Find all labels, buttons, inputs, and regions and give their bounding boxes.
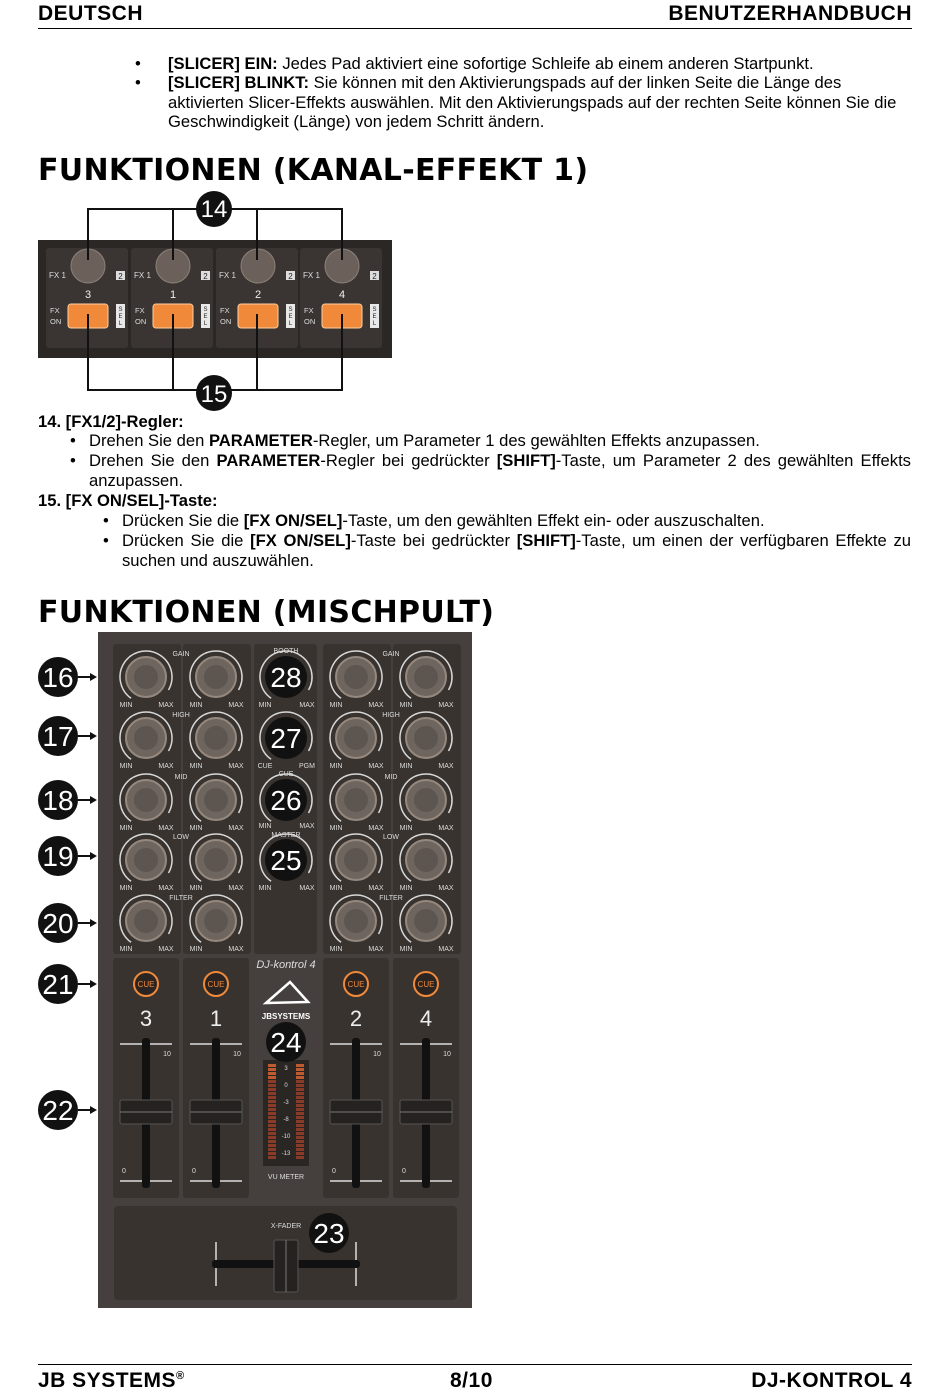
sel-label: E (118, 314, 123, 320)
max-label: MAX (438, 702, 454, 709)
row-label: LOW (383, 834, 399, 841)
fx-channel-number: 3 (84, 289, 92, 301)
fx-channel-number: 1 (169, 289, 177, 301)
min-label: MIN (119, 702, 133, 709)
vu-meter-label: VU METER (267, 1174, 305, 1181)
callout-16: 16 (42, 662, 74, 693)
row-label: FILTER (169, 895, 193, 902)
channel-number: 4 (419, 1006, 433, 1031)
page-number: 8/10 (450, 1369, 493, 1392)
max-label: MAX (438, 946, 454, 953)
max-label: MAX (438, 763, 454, 770)
fx-knob-label: 2 (372, 272, 377, 281)
sel-label: E (372, 314, 377, 320)
max-label: MAX (158, 885, 174, 892)
vu-scale-label: -10 (281, 1134, 291, 1140)
min-label: MIN (329, 702, 343, 709)
callout-14: 14 (200, 196, 228, 223)
arrow-icon (90, 980, 97, 988)
max-label: MAX (368, 946, 384, 953)
sel-label: S (288, 307, 293, 313)
cue-mix-right-label: PGM (299, 763, 315, 770)
min-label: MIN (189, 946, 203, 953)
fader-scale-top: 10 (443, 1051, 451, 1058)
fader-scale-top: 10 (373, 1051, 381, 1058)
row-label: LOW (173, 834, 189, 841)
fader-scale-bottom: 0 (402, 1168, 406, 1175)
max-label: MAX (438, 885, 454, 892)
arrow-icon (90, 1106, 97, 1114)
callout-17: 17 (42, 721, 74, 752)
vu-scale-label: 3 (284, 1066, 288, 1072)
vu-scale-label: -8 (283, 1117, 289, 1123)
booth-label: BOOTH (273, 648, 299, 655)
min-label: MIN (119, 946, 133, 953)
callout-23: 23 (313, 1218, 345, 1249)
cue-label: CUE (278, 771, 294, 778)
max-label: MAX (368, 885, 384, 892)
cue-button-label: CUE (417, 980, 435, 989)
slicer-bullet-list (135, 54, 911, 131)
row-label: MID (384, 774, 398, 781)
callout-22: 22 (42, 1095, 74, 1126)
callout-25: 25 (270, 845, 302, 876)
header-language: DEUTSCH (38, 2, 144, 25)
min-label: MIN (119, 763, 133, 770)
cue-button-label: CUE (207, 980, 225, 989)
callout-18: 18 (42, 785, 74, 816)
list-item: • Drücken Sie die [FX ON/SEL]-Taste, um den gewählten Effekt ein- oder auszuschalten. (122, 511, 911, 531)
max-label: MAX (228, 763, 244, 770)
section-title-channel-fx: FUNKTIONEN (KANAL-EFFEKT 1) (38, 153, 589, 188)
fx-on-label: FX (50, 306, 60, 315)
cue-button-label: CUE (347, 980, 365, 989)
row-label: HIGH (382, 712, 400, 719)
row-label: GAIN (172, 651, 190, 658)
min-label: MIN (258, 823, 272, 830)
sel-label: S (372, 307, 377, 313)
sel-label: S (203, 307, 208, 313)
page-header (38, 2, 912, 29)
arrow-icon (90, 852, 97, 860)
row-label: GAIN (382, 651, 400, 658)
callout-24: 24 (270, 1027, 302, 1058)
fx-knob-label: FX 1 (49, 271, 66, 280)
callout-19: 19 (42, 841, 74, 872)
channel-number: 1 (209, 1006, 223, 1031)
item-heading-14: 14. [FX1/2]-Regler: (38, 412, 184, 431)
row-label: HIGH (172, 712, 190, 719)
fx-knob-label: FX 1 (303, 271, 320, 280)
min-label: MIN (189, 702, 203, 709)
min-label: MIN (258, 885, 272, 892)
min-label: MIN (119, 885, 133, 892)
vu-scale-label: -3 (283, 1100, 289, 1106)
min-label: MIN (189, 825, 203, 832)
max-label: MAX (158, 946, 174, 953)
fx-on-label: ON (135, 317, 147, 326)
row-label: FILTER (379, 895, 403, 902)
vu-scale-label: -13 (281, 1151, 291, 1157)
fx-on-label: FX (135, 306, 145, 315)
cue-button-label: CUE (137, 980, 155, 989)
callout-28: 28 (270, 662, 302, 693)
max-label: MAX (299, 823, 315, 830)
arrow-icon (90, 673, 97, 681)
fader-scale-top: 10 (233, 1051, 241, 1058)
max-label: MAX (368, 702, 384, 709)
max-label: MAX (228, 702, 244, 709)
fx-on-label: ON (220, 317, 232, 326)
max-label: MAX (228, 825, 244, 832)
fader-scale-bottom: 0 (122, 1168, 126, 1175)
max-label: MAX (438, 825, 454, 832)
fader-scale-bottom: 0 (192, 1168, 196, 1175)
list-item: • [SLICER] EIN: Jedes Pad aktiviert eine sofortige Schleife ab einem anderen Startpunkt. (135, 54, 911, 73)
sel-label: L (203, 321, 208, 327)
min-label: MIN (119, 825, 133, 832)
section-title-mixer: FUNKTIONEN (MISCHPULT) (38, 595, 495, 630)
min-label: MIN (399, 885, 413, 892)
fx-on-label: ON (304, 317, 316, 326)
row-label: MID (174, 774, 188, 781)
min-label: MIN (399, 763, 413, 770)
list-item: • [SLICER] BLINKT: Sie können mit den Aktivierungspads auf der linken Seite die Länge des aktivierten Slicer-Effekts auswählen. Mit den Aktivierungspads auf der rechten Seite können Sie die Geschwindigkeit (Länge) von jedem Schritt ändern. (135, 73, 911, 131)
max-label: MAX (368, 825, 384, 832)
arrow-icon (90, 919, 97, 927)
fader-scale-top: 10 (163, 1051, 171, 1058)
min-label: MIN (399, 825, 413, 832)
fx-on-label: FX (304, 306, 314, 315)
sel-label: L (372, 321, 377, 327)
max-label: MAX (228, 946, 244, 953)
max-label: MAX (158, 763, 174, 770)
max-label: MAX (368, 763, 384, 770)
min-label: MIN (329, 946, 343, 953)
min-label: MIN (399, 946, 413, 953)
vu-scale-label: 0 (284, 1083, 288, 1089)
max-label: MAX (299, 702, 315, 709)
footer-model: DJ-KONTROL 4 (751, 1369, 912, 1392)
min-label: MIN (329, 763, 343, 770)
page-footer (38, 1364, 912, 1397)
min-label: MIN (399, 702, 413, 709)
max-label: MAX (158, 702, 174, 709)
fx-knob-label: 2 (288, 272, 293, 281)
fader-scale-bottom: 0 (332, 1168, 336, 1175)
header-doc-title: BENUTZERHANDBUCH (668, 2, 912, 25)
sel-label: S (118, 307, 123, 313)
callout-20: 20 (42, 908, 74, 939)
list-item: • Drehen Sie den PARAMETER-Regler bei gedrückter [SHIFT]-Taste, um Parameter 2 des gewählten Effekts anzupassen. (89, 451, 911, 491)
footer-brand: JB SYSTEMS® (38, 1369, 185, 1392)
fx-channel-number: 2 (254, 289, 262, 301)
list-item: • Drehen Sie den PARAMETER-Regler, um Parameter 1 des gewählten Effekts anzupassen. (89, 431, 911, 451)
channel-number: 3 (139, 1006, 153, 1031)
min-label: MIN (189, 763, 203, 770)
fx-on-label: FX (220, 306, 230, 315)
sel-label: L (118, 321, 123, 327)
item-heading-15: 15. [FX ON/SEL]-Taste: (38, 491, 218, 510)
callout-21: 21 (42, 969, 74, 1000)
callout-26: 26 (270, 785, 302, 816)
model-name: DJ-kontrol 4 (256, 959, 316, 971)
callout-27: 27 (270, 723, 302, 754)
xfader-label: X-FADER (270, 1223, 302, 1230)
max-label: MAX (228, 885, 244, 892)
cue-mix-left-label: CUE (257, 763, 273, 770)
mixer-figure (0, 630, 480, 1310)
fx-knob-label: FX 1 (219, 271, 236, 280)
min-label: MIN (258, 702, 272, 709)
channel-number: 2 (349, 1006, 363, 1031)
fx-channel-number: 4 (338, 289, 346, 301)
arrow-icon (90, 732, 97, 740)
fx-knob-label: 2 (118, 272, 123, 281)
master-label: MASTER (271, 832, 301, 839)
arrow-icon (90, 796, 97, 804)
brand-name: JBSYSTEMS (261, 1012, 311, 1021)
list-item: • Drücken Sie die [FX ON/SEL]-Taste bei gedrückter [SHIFT]-Taste, um einen der verfügbaren Effekte zu suchen und auszuwählen. (122, 531, 911, 571)
callout-15: 15 (200, 381, 228, 408)
sel-label: E (288, 314, 293, 320)
min-label: MIN (329, 885, 343, 892)
fx-knob-label: 2 (203, 272, 208, 281)
max-label: MAX (158, 825, 174, 832)
fx-on-label: ON (50, 317, 62, 326)
min-label: MIN (329, 825, 343, 832)
fx-knob-label: FX 1 (134, 271, 151, 280)
sel-label: L (288, 321, 293, 327)
fx-panel-figure (36, 190, 396, 412)
max-label: MAX (299, 885, 315, 892)
min-label: MIN (189, 885, 203, 892)
sel-label: E (203, 314, 208, 320)
